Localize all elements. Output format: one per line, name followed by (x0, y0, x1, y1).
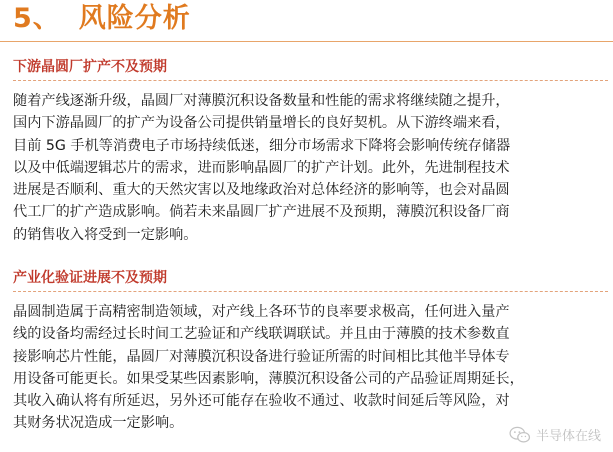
paragraph-line: 随着产线逐渐升级，晶圆厂对薄膜沉积设备数量和性能的需求将继续随之提升， (13, 93, 510, 109)
paragraph-line: 代工厂的扩产造成影响。倘若未来晶圆厂扩产进展不及预期，薄膜沉积设备厂商 (13, 204, 510, 221)
paragraph-line: 接影响芯片性能，晶圆厂对薄膜沉积设备进行验证所需的时间相比其他半导体专 (13, 348, 510, 365)
paragraph-line: 目前 5G 手机等消费电子市场持续低迷，细分市场需求下降将会影响传统存储器 (13, 137, 511, 154)
paragraph-line: 的销售收入将受到一定影响。 (13, 226, 198, 243)
section-divider (0, 41, 613, 42)
section-number: 5、 (13, 3, 61, 34)
subsection-divider (13, 80, 608, 81)
paragraph-industrialization-verification (13, 301, 608, 435)
section-heading (13, 2, 191, 36)
watermark (509, 425, 601, 444)
wechat-icon (509, 426, 531, 444)
paragraph-line: 用设备可能更长。如果受某些因素影响，薄膜沉积设备公司的产品验证周期延长， (13, 370, 524, 387)
section-title: 风险分析 (78, 3, 191, 34)
subsection-divider (13, 291, 608, 292)
watermark-text: 半导体在线 (535, 429, 601, 444)
paragraph-line: 国内下游晶圆厂的扩产为设备公司提供销量增长的良好契机。从下游终端来看， (13, 115, 510, 132)
paragraph-line: 进展是否顺利、重大的天然灾害以及地缘政治对总体经济的影响等，也会对晶圆 (13, 182, 510, 199)
paragraph-line: 晶圆制造属于高精密制造领域，对产线上各环节的良率要求极高，任何进入量产 (13, 304, 510, 320)
subsection-title-downstream-expansion: 下游晶圆厂扩产不及预期 (13, 59, 167, 75)
paragraph-line: 以及中低端逻辑芯片的需求，进而影响晶圆厂的扩产计划。此外，先进制程技术 (13, 159, 510, 176)
paragraph-downstream-expansion (13, 90, 608, 246)
paragraph-line: 其收入确认将有所延迟，另外还可能存在验收不通过、收款时间延后等风险，对 (13, 393, 510, 410)
subsection-title-industrialization-verification: 产业化验证进展不及预期 (13, 270, 167, 286)
paragraph-line: 线的设备均需经过长时间工艺验证和产线联调联试。并且由于薄膜的技术参数直 (13, 326, 510, 343)
paragraph-line: 其财务状况造成一定影响。 (13, 415, 184, 432)
